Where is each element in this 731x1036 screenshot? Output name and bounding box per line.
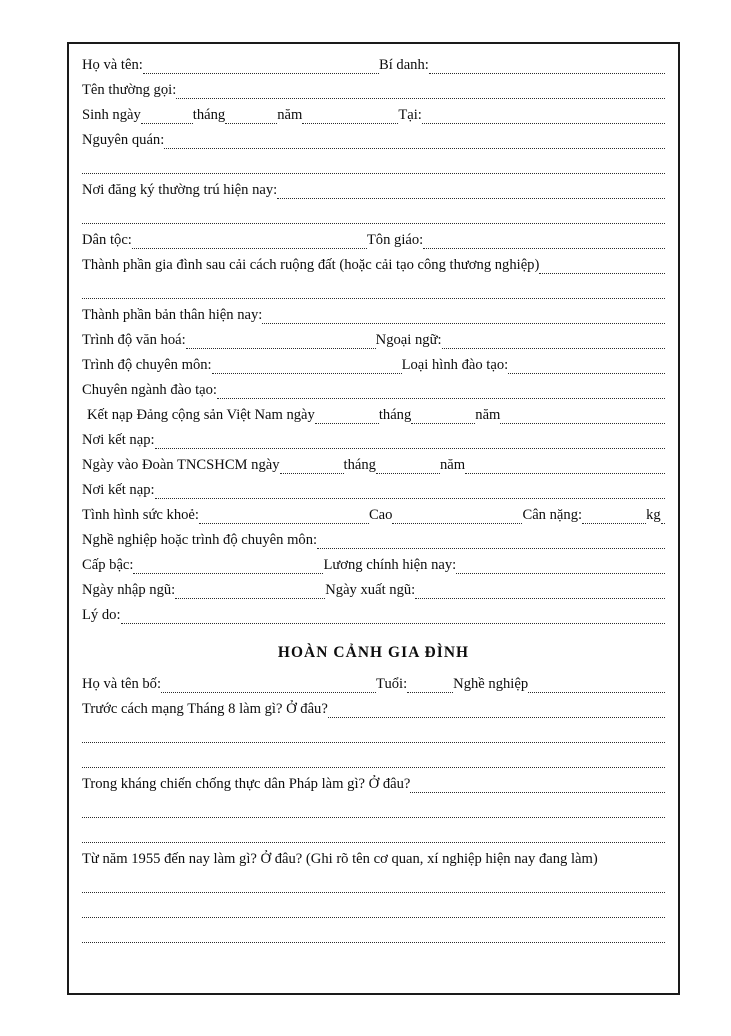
form-row-permanent-residence-continuation[interactable] [82,203,665,228]
field-input-personal-class[interactable] [262,307,665,324]
form-frame [67,42,680,995]
form-row-professional-level[interactable] [82,353,665,378]
field-input-health-status[interactable] [199,507,369,524]
family-circumstances-section [82,672,665,947]
form-row-full-name[interactable] [82,53,665,78]
field-input-permanent-residence-continuation[interactable] [82,207,665,224]
field-input-party-admission-year[interactable] [500,407,665,424]
field-input-native-place[interactable] [164,132,665,149]
field-input-party-admission-month[interactable] [411,407,475,424]
field-input-birth-day[interactable] [141,107,193,124]
field-input-permanent-residence[interactable] [277,182,665,199]
field-input-birth-year[interactable] [302,107,398,124]
field-label-current-salary: Lương chính hiện nay: [323,557,457,573]
field-input-training-major[interactable] [217,382,665,399]
field-input-height[interactable] [392,507,522,524]
field-input-youth-union-day[interactable] [280,457,344,474]
field-label-weight-unit: kg [646,507,661,523]
field-label-father-occupation: Nghề nghiệp [453,676,529,692]
field-label-foreign-language: Ngoại ngữ: [375,332,442,348]
field-input-current-salary[interactable] [456,557,665,574]
field-input-discharge-date[interactable] [415,582,665,599]
field-input-education-level[interactable] [186,332,376,349]
field-label-party-admission-year: năm [475,407,501,423]
field-input-alias[interactable] [429,57,665,74]
field-input-native-place-continuation[interactable] [82,157,665,174]
field-input-french-resistance-continuation-1[interactable] [82,801,665,818]
field-label-youth-union-day: Ngày vào Đoàn TNCSHCM ngày [82,457,280,473]
field-label-youth-union-place: Nơi kết nạp: [82,482,155,498]
field-label-training-major: Chuyên ngành đào tạo: [82,382,217,398]
field-input-since-1955-continuation-1[interactable] [82,876,665,893]
field-input-pre-revolution-continuation-1[interactable] [82,726,665,743]
field-label-youth-union-month: tháng [343,457,376,473]
field-label-party-admission-place: Nơi kết nạp: [82,432,155,448]
form-row-french-resistance-continuation-2[interactable] [82,822,665,847]
field-label-permanent-residence: Nơi đăng ký thường trú hiện nay: [82,182,278,198]
section-title-family-circumstances: HOÀN CẢNH GIA ĐÌNH [277,644,470,661]
field-label-family-class: Thành phần gia đình sau cải cách ruộng đất (hoặc cải tạo công thương nghiệp) [82,257,540,273]
form-row-since-1955-activity[interactable] [82,847,665,872]
field-label-rank: Cấp bậc: [82,557,134,573]
field-label-enlistment-date: Ngày nhập ngũ: [82,582,176,598]
form-row-party-admission[interactable] [82,403,665,428]
field-input-since-1955-continuation-3[interactable] [82,926,665,943]
form-row-french-resistance-activity[interactable] [82,772,665,797]
form-row-father-name[interactable] [82,672,665,697]
field-input-family-class-continuation[interactable] [82,282,665,299]
field-label-professional-level: Trình độ chuyên môn: [82,357,212,373]
field-input-weight[interactable] [582,507,646,524]
field-input-enlistment-date[interactable] [175,582,325,599]
field-label-birth-year: năm [277,107,303,123]
field-label-birth-day: Sinh ngày [82,107,141,123]
field-input-family-class[interactable] [539,257,665,274]
form-row-personal-class[interactable] [82,303,665,328]
form-row-training-major[interactable] [82,378,665,403]
form-row-native-place-continuation[interactable] [82,153,665,178]
field-input-occupation[interactable] [317,532,665,549]
field-label-birth-month: tháng [192,107,226,123]
field-label-party-admission-day: Kết nạp Đảng cộng sản Việt Nam ngày [87,407,315,423]
field-input-youth-union-place[interactable] [155,482,665,499]
field-input-religion[interactable] [423,232,665,249]
field-input-ethnicity[interactable] [132,232,367,249]
form-row-family-class-continuation[interactable] [82,278,665,303]
field-label-weight: Cân nặng: [522,507,583,523]
field-input-common-name[interactable] [176,82,665,99]
field-input-father-age[interactable] [407,676,453,693]
field-input-foreign-language[interactable] [442,332,665,349]
field-label-religion: Tôn giáo: [366,232,424,248]
form-row-rank-salary[interactable] [82,553,665,578]
form-row-since-1955-continuation-1[interactable] [82,872,665,897]
form-row-birth-date[interactable] [82,103,665,128]
field-input-father-occupation[interactable] [528,676,665,693]
form-row-reason[interactable] [82,603,665,628]
field-label-training-type: Loại hình đào tạo: [401,357,509,373]
field-input-french-resistance-continuation-2[interactable] [82,826,665,843]
form-row-since-1955-continuation-2[interactable] [82,897,665,922]
field-label-native-place: Nguyên quán: [82,132,165,148]
form-row-native-place[interactable] [82,128,665,153]
field-input-birth-place[interactable] [422,107,665,124]
field-label-father-age: Tuổi: [376,676,408,692]
field-input-rank[interactable] [133,557,323,574]
personal-particulars-section [82,53,665,628]
form-row-permanent-residence[interactable] [82,178,665,203]
form-row-ethnicity-religion[interactable] [82,228,665,253]
field-input-full-name[interactable] [143,57,379,74]
field-input-birth-month[interactable] [225,107,277,124]
form-row-since-1955-continuation-3[interactable] [82,922,665,947]
field-input-reason[interactable] [121,607,665,624]
field-label-since-1955-activity: Từ năm 1955 đến nay làm gì? Ở đâu? (Ghi rõ tên cơ quan, xí nghiệp hiện nay đang làm) [82,851,598,867]
field-label-occupation: Nghề nghiệp hoặc trình độ chuyên môn: [82,532,318,548]
form-row-pre-revolution-continuation-1[interactable] [82,722,665,747]
form-row-pre-revolution-continuation-2[interactable] [82,747,665,772]
field-input-pre-revolution-activity[interactable] [328,701,665,718]
field-input-training-type[interactable] [508,357,665,374]
form-row-health-status[interactable] [82,503,665,528]
field-label-pre-revolution-activity: Trước cách mạng Tháng 8 làm gì? Ở đâu? [82,701,328,717]
field-label-ethnicity: Dân tộc: [82,232,132,248]
field-label-birth-place: Tại: [398,107,422,123]
field-label-youth-union-year: năm [439,457,466,473]
form-row-party-admission-place[interactable] [82,428,665,453]
form-row-french-resistance-continuation-1[interactable] [82,797,665,822]
field-label-party-admission-month: tháng [378,407,412,423]
field-input-french-resistance-activity[interactable] [410,776,665,793]
field-label-full-name: Họ và tên: [82,57,143,73]
field-input-pre-revolution-continuation-2[interactable] [82,751,665,768]
field-label-discharge-date: Ngày xuất ngũ: [325,582,416,598]
field-label-french-resistance-activity: Trong kháng chiến chống thực dân Pháp làm gì? Ở đâu? [82,776,411,792]
field-input-father-name[interactable] [161,676,376,693]
field-input-party-admission-day[interactable] [315,407,379,424]
field-input-youth-union-month[interactable] [376,457,440,474]
field-label-reason: Lý do: [82,607,121,623]
field-input-weight-trailing[interactable] [661,507,665,524]
form-row-education-level[interactable] [82,328,665,353]
form-row-pre-revolution-activity[interactable] [82,697,665,722]
field-input-since-1955-continuation-2[interactable] [82,901,665,918]
form-row-military-service-dates[interactable] [82,578,665,603]
form-row-family-class[interactable] [82,253,665,278]
form-row-youth-union-date[interactable] [82,453,665,478]
form-row-common-name[interactable] [82,78,665,103]
field-input-professional-level[interactable] [212,357,402,374]
form-row-youth-union-place[interactable] [82,478,665,503]
form-row-occupation[interactable] [82,528,665,553]
field-label-personal-class: Thành phần bản thân hiện nay: [82,307,263,323]
field-input-youth-union-year[interactable] [465,457,665,474]
field-input-party-admission-place[interactable] [155,432,665,449]
field-label-health-status: Tình hình sức khoẻ: [82,507,199,523]
field-label-alias: Bí danh: [378,57,429,73]
field-label-father-name: Họ và tên bố: [82,676,162,692]
field-label-common-name: Tên thường gọi: [82,82,177,98]
field-label-education-level: Trình độ văn hoá: [82,332,186,348]
field-label-height: Cao [368,507,393,523]
